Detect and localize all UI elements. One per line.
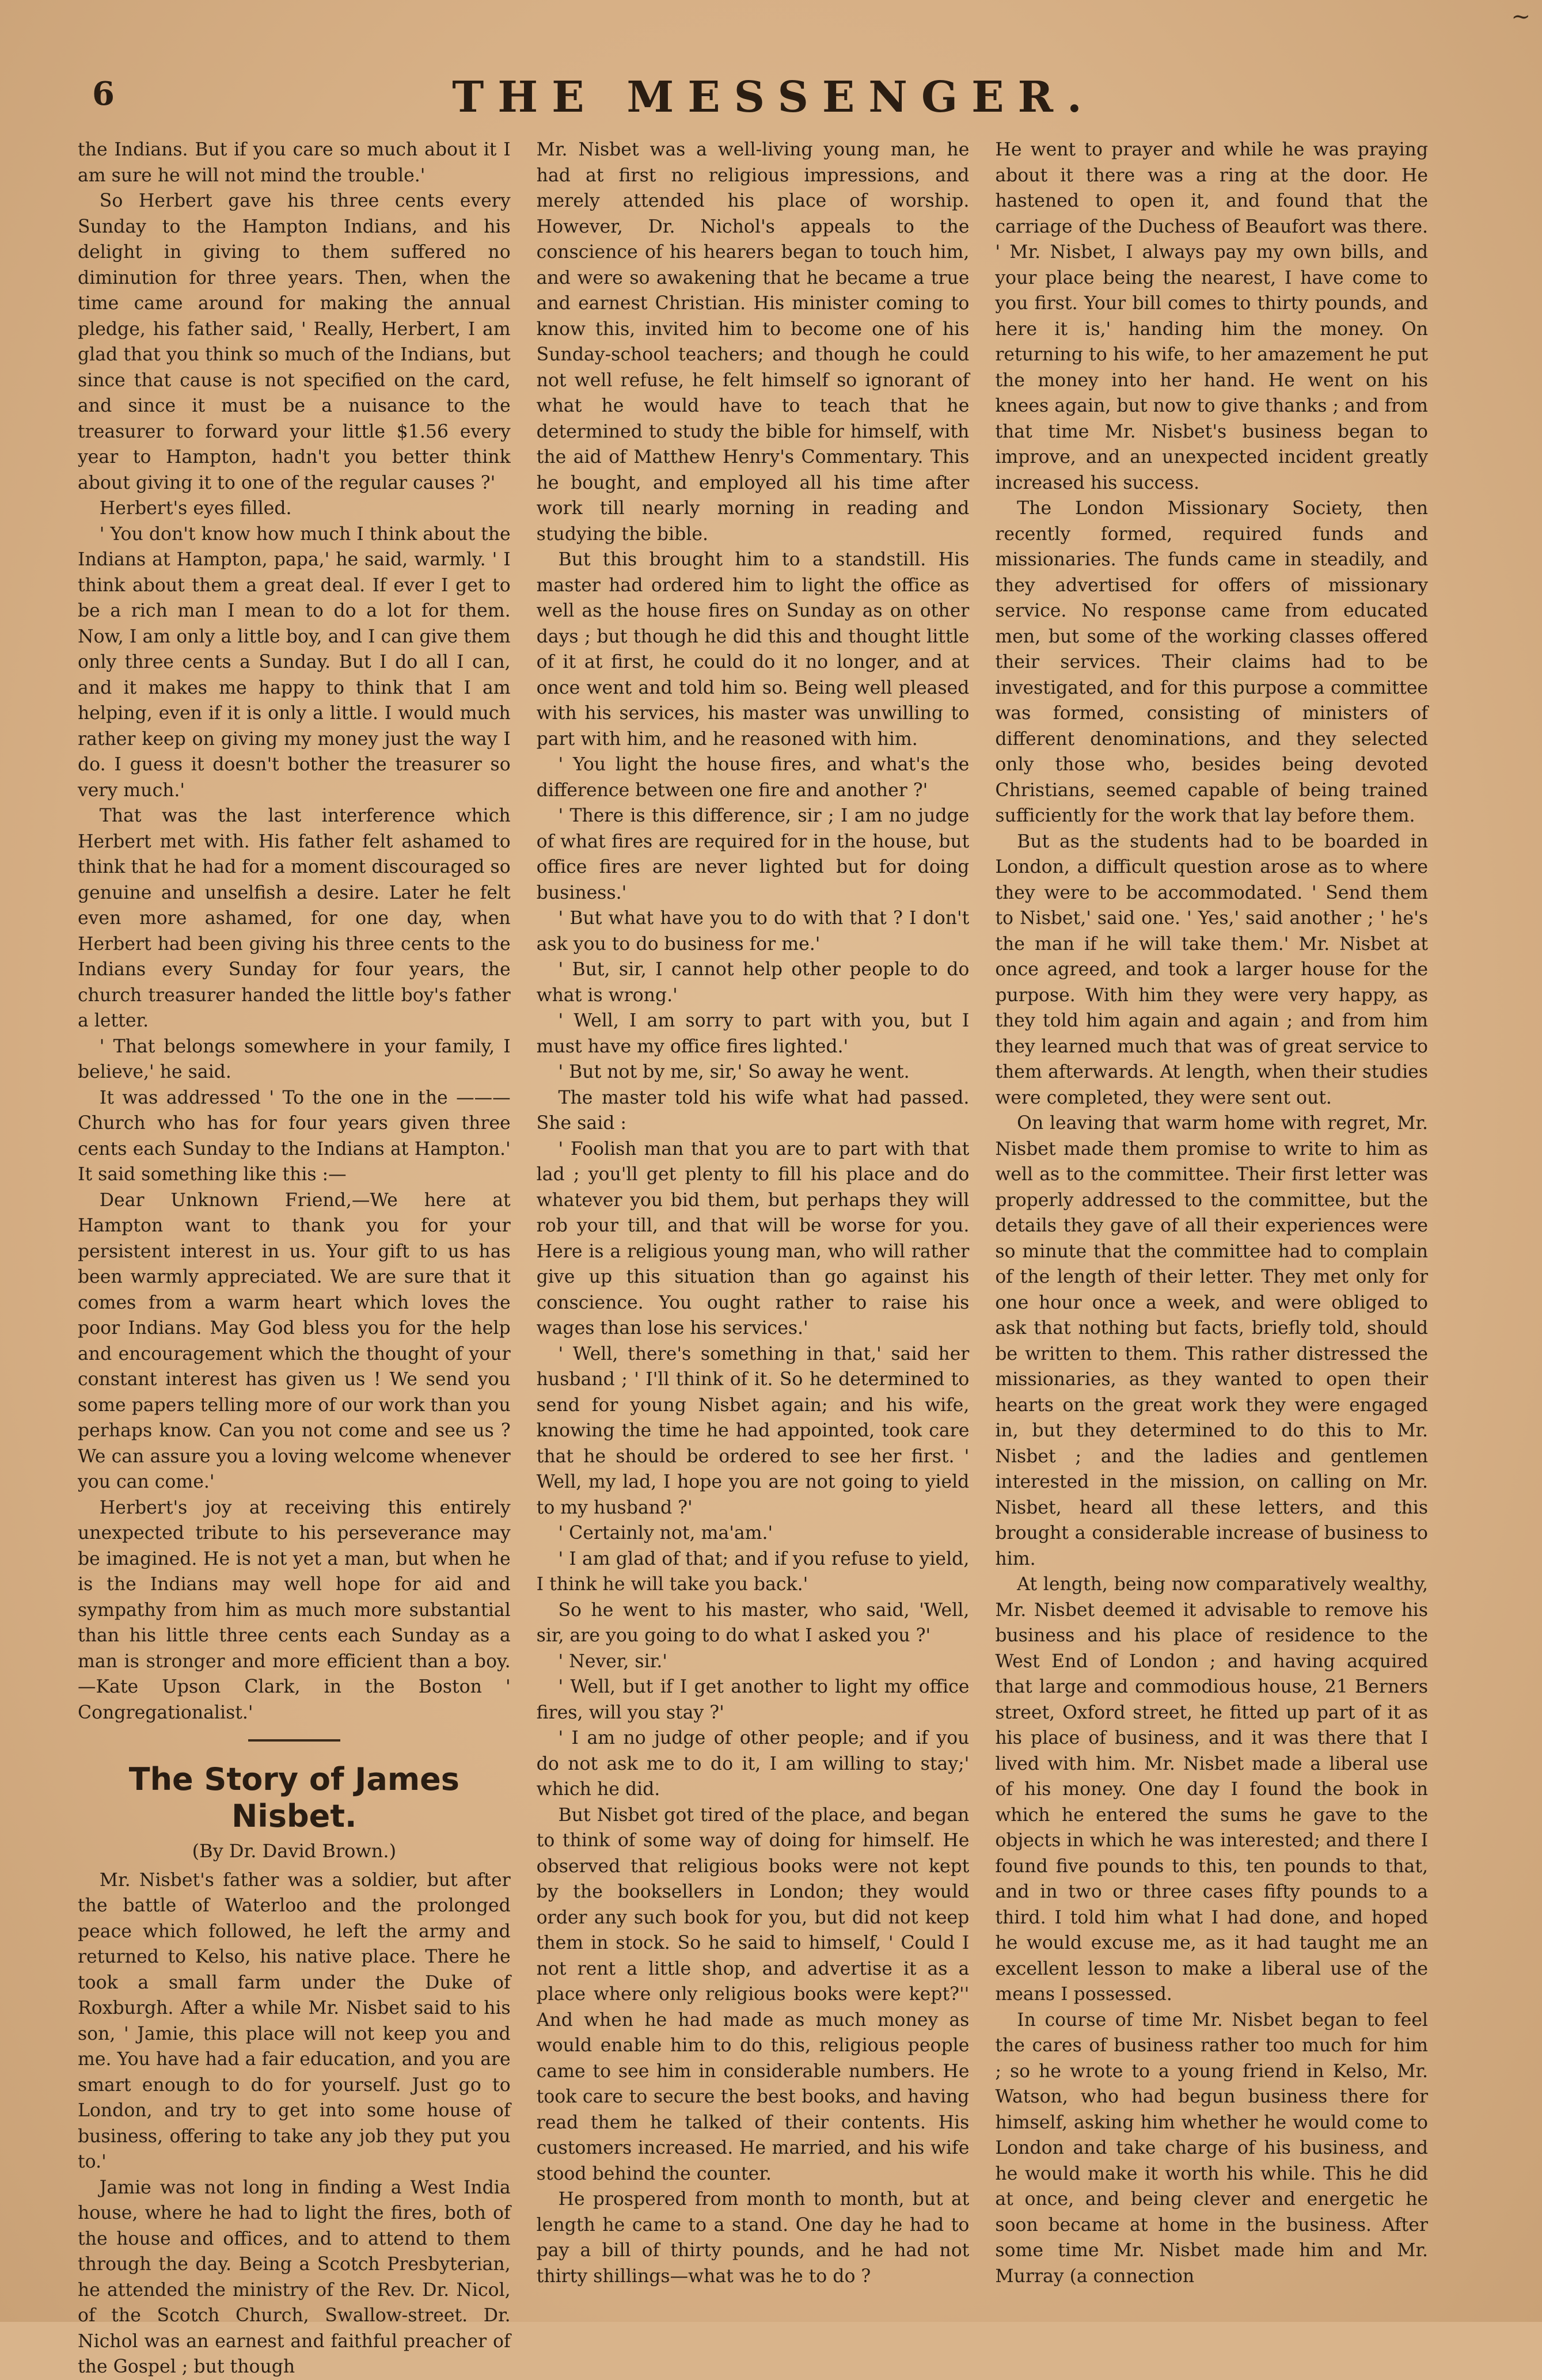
paragraph: In course of time Mr. Nisbet began to feel the cares of business rather too much for him ; so he wrote to a young friend in Kelso, Mr. Watson, who had begun business there for himself, asking him whether he would come to London and take charge of his business, and he would make it worth his while. This he did at once, and being clever and energetic he soon became at home in the business. After some time Mr. Nisbet made him and Mr. Murray (a connection: [995, 2009, 1429, 2287]
paragraph: ' That belongs somewhere in your family, I believe,' he said.: [78, 1036, 511, 1082]
paragraph: ' But not by me, sir,' So away he went.: [558, 1062, 910, 1082]
corner-smudge-icon: ~: [1511, 3, 1530, 30]
paragraph: Herbert's eyes filled.: [99, 498, 292, 519]
paragraph: ' You don't know how much I think about the Indians at Hampton, papa,' he said, warmly. ' I think about them a great deal. If ever I get to be a rich man I mean to do a lot for them. Now, I am only a little boy, and I can give them only three cents a Sunday. But I do all I can, and it makes me happy to think that I am helping, even if it is only a little. I would much rather keep on giving my money just the way I do. I guess it doesn't bother the treasurer so very much.': [78, 523, 511, 801]
page-number: 6: [92, 75, 115, 113]
paragraph: On leaving that warm home with regret, Mr. Nisbet made them promise to write to him as well as to the committee. Their first letter was properly addressed to the committee, but the details they gave of all their experiences were so minute that the committee had to complain of the length of their letter. They met only for one hour once a week, and were obliged to ask that nothing but facts, briefly told, should be written to them. This rather distressed the missionaries, as they wanted to open their hearts on the great work they were engaged in, but they determined to do this to Mr. Nisbet ; and the ladies and gentlemen interested in the mission, on calling on Mr. Nisbet, heard all these letters, and this brought a considerable increase of business to him.: [995, 1113, 1429, 1569]
paragraph: But this brought him to a standstill. His master had ordered him to light the office as well as the house fires on Sunday as on other days ; but though he did this and thought little of it at first, he could do it no longer, and at once went and told him so. Being well pleased with his services, his master was unwilling to part with him, and he reasoned with him.: [536, 549, 970, 750]
paragraph: But Nisbet got tired of the place, and began to think of some way of doing for himself. He observed that religious books were not kept by the booksellers in London; they would order any such book for you, but did not keep them in stock. So he said to himself, ' Could I not rent a little shop, and advertise it as a place where only religious books were kept?'' And when he had made as much money as would enable him to do this, religious people came to see him in considerable numbers. He took care to secure the best books, and having read them he talked of their contents. His customers increased. He married, and his wife stood behind the counter.: [536, 1804, 970, 2184]
paragraph: Jamie was not long in finding a West India house, where he had to light the fires, both of the house and offices, and to attend to them through the day. Being a Scotch Presbyterian, he attended the ministry of the Rev. Dr. Nicol, of the Scotch Church, Swallow-street. Dr. Nichol was an earnest and faithful preacher of the Gospel ; but though: [78, 2177, 511, 2377]
paragraph: Dear Unknown Friend,—We here at Hampton want to thank you for your persistent interest in us. Your gift to us has been warmly appreciated. We are sure that it comes from a warm heart which loves the poor Indians. May God bless you for the help and encouragement which the thought of your constant interest has given us ! We send you some papers telling more of our work than you perhaps know. Can you not come and see us ? We can assure you a loving welcome whenever you can come.': [78, 1189, 511, 1492]
paragraph: At length, being now comparatively wealthy, Mr. Nisbet deemed it advisable to remove his business and his place of residence to the West End of London ; and having acquired that large and commodious house, 21 Berners street, Oxford street, he fitted up part of it as his place of business, and it was there that I lived with him. Mr. Nisbet made a liberal use of his money. One day I found the book in which he entered the sums he gave to the objects in which he was interested; and there I found five pounds to this, ten pounds to that, and in two or three cases fifty pounds to a third. I told him what I had done, and hoped he would excuse me, as it had taught me an excellent lesson to make a liberal use of the means I possessed.: [995, 1574, 1429, 2005]
masthead: THE MESSENGER.: [452, 73, 1096, 122]
column-2: [537, 137, 970, 2299]
column-3: [995, 137, 1428, 2299]
paragraph: ' Certainly not, ma'am.': [558, 1523, 773, 1543]
paragraph: ' There is this difference, sir ; I am no judge of what fires are required for in the house, but office fires are never lighted but for doing business.': [536, 805, 970, 903]
paragraph: ' Never, sir.': [558, 1651, 667, 1672]
section-divider: [248, 1739, 340, 1742]
paragraph: So Herbert gave his three cents every Sunday to the Hampton Indians, and his delight in giving to them suffered no diminution for three years. Then, when the time came around for making the annual pledge, his father said, ' Really, Herbert, I am glad that you think so much of the Indians, but since that cause is not specified on the card, and since it must be a nuisance to the treasurer to forward your little $1.56 every year to Hampton, hadn't you better think about giving it to one of the regular causes ?': [78, 191, 511, 493]
paragraph: Herbert's joy at receiving this entirely unexpected tribute to his perseverance may be imagined. He is not yet a man, but when he is the Indians may well hope for aid and sympathy from him as much more substantial than his little three cents each Sunday as a man is stronger and more efficient than a boy.—Kate Upson Clark, in the Boston ' Congregationalist.': [78, 1497, 511, 1723]
paragraph: He prospered from month to month, but at length he came to a stand. One day he had to pay a bill of thirty pounds, and he had not thirty shillings—what was he to do ?: [536, 2189, 970, 2287]
paragraph: Mr. Nisbet's father was a soldier, but after the battle of Waterloo and the prolonged peace which followed, he left the army and returned to Kelso, his native place. There he took a small farm under the Duke of Roxburgh. After a while Mr. Nisbet said to his son, ' Jamie, this place will not keep you and me. You have had a fair education, and you are smart enough to do for yourself. Just go to London, and try to get into some house of business, offering to take any job they put you to.': [78, 1869, 511, 2172]
paragraph: ' I am glad of that; and if you refuse to yield, I think he will take you back.': [536, 1548, 970, 1595]
paragraph: ' I am no judge of other people; and if you do not ask me to do it, I am willing to stay;' which he did.: [536, 1728, 970, 1800]
paragraph: ' Well, but if I get another to light my office fires, will you stay ?': [536, 1676, 970, 1723]
paragraph: The master told his wife what had passed. She said :: [536, 1087, 970, 1134]
paragraph: ' But, sir, I cannot help other people to do what is wrong.': [536, 959, 970, 1006]
paragraph: But as the students had to be boarded in London, a difficult question arose as to where they were to be accommodated. ' Send them to Nisbet,' said one. ' Yes,' said another ; ' he's the man if he will take them.' Mr. Nisbet at once agreed, and took a larger house for the purpose. With him they were very happy, as they told him again and again ; and from him they learned much that was of great service to them afterwards. At length, when their studies were completed, they were sent out.: [995, 831, 1429, 1108]
column-1: [78, 137, 511, 2377]
page-header: [86, 69, 1461, 138]
paragraph: the Indians. But if you care so much about it I am sure he will not mind the trouble.': [78, 139, 511, 186]
paragraph: ' Well, there's something in that,' said her husband ; ' I'll think of it. So he determined to send for young Nisbet again; and his wife, knowing the time he had appointed, took care that he should be ordered to see her first. ' Well, my lad, I hope you are not going to yield to my husband ?': [536, 1343, 970, 1518]
article-byline: (By Dr. David Brown.): [192, 1840, 397, 1862]
article-title: The Story of James Nisbet.: [128, 1761, 459, 1834]
paragraph: ' But what have you to do with that ? I don't ask you to do business for me.': [536, 908, 970, 955]
paragraph: It was addressed ' To the one in the ——— Church who has for four years given three cents each Sunday to the Indians at Hampton.' It said something like this :—: [78, 1087, 511, 1185]
paragraph: ' Well, I am sorry to part with you, but I must have my office fires lighted.': [536, 1010, 970, 1057]
article-columns: [78, 137, 1429, 2377]
paragraph: ' You light the house fires, and what's the difference between one fire and another ?': [536, 754, 970, 801]
paragraph: ' Foolish man that you are to part with that lad ; you'll get plenty to fill his place and do whatever you bid them, but perhaps they will rob your till, and that will be worse for you. Here is a religious young man, who will rather give up this situation than go against his conscience. You ought rather to raise his wages than lose his services.': [536, 1138, 970, 1339]
paragraph: That was the last interference which Herbert met with. His father felt ashamed to think that he had for a moment discouraged so genuine and unselfish a desire. Later he felt even more ashamed, for one day, when Herbert had been giving his three cents to the Indians every Sunday for four years, the church treasurer handed the little boy's father a letter.: [78, 805, 511, 1031]
paragraph: He went to prayer and while he was praying about it there was a ring at the door. He hastened to open it, and found that the carriage of the Duchess of Beaufort was there. ' Mr. Nisbet, I always pay my own bills, and your place being the nearest, I have come to you first. Your bill comes to thirty pounds, and here it is,' handing him the money. On returning to his wife, to her amazement he put the money into her hand. He went on his knees again, but now to give thanks ; and from that time Mr. Nisbet's business began to improve, and an unexpected incident greatly increased his success.: [995, 139, 1429, 493]
paragraph: So he went to his master, who said, 'Well, sir, are you going to do what I asked you ?': [536, 1599, 970, 1646]
paragraph: Mr. Nisbet was a well-living young man, he had at first no religious impressions, and merely attended his place of worship. However, Dr. Nichol's appeals to the conscience of his hearers began to touch him, and were so awakening that he became a true and earnest Christian. His minister coming to know this, invited him to become one of his Sunday-school teachers; and though he could not well refuse, he felt himself so ignorant of what he would have to teach that he determined to study the bible for himself, with the aid of Matthew Henry's Commentary. This he bought, and employed all his time after work till nearly morning in reading and studying the bible.: [536, 139, 970, 545]
paragraph: The London Missionary Society, then recently formed, required funds and missionaries. The funds came in steadily, and they advertised for offers of missionary service. No response came from educated men, but some of the working classes offered their services. Their claims had to be investigated, and for this purpose a committee was formed, consisting of ministers of different denominations, and they selected only those who, besides being devoted Christians, seemed capable of being trained sufficiently for the work that lay before them.: [995, 498, 1429, 826]
